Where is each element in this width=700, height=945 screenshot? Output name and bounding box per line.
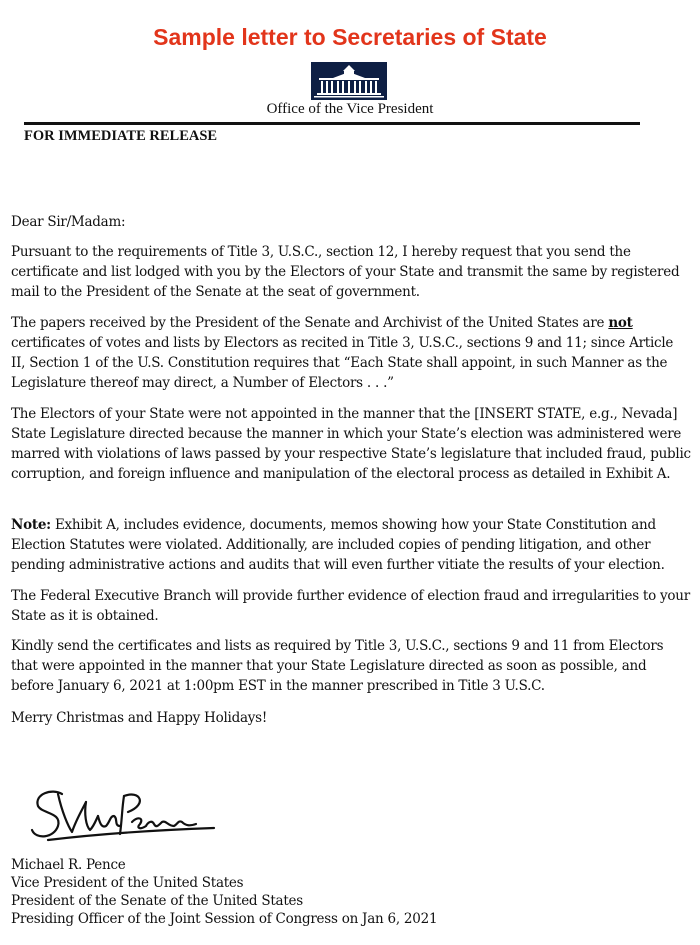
signer-title-joint-session: Presiding Officer of the Joint Session of Congress on Jan 6, 2021 [11, 911, 438, 927]
paragraph-federal [11, 586, 691, 626]
paragraph-papers-part-a: The papers received by the President of the Senate and Archivist of the United States are [11, 315, 609, 331]
paragraph-papers-part-b: certificates of votes and lists by Electors as recited in Title 3, U.S.C., sections 9 and 11; since Article II, Section 1 of the U.S. Constitution requires that “Each State shall appoint, in such Manner as the Legislature thereof may direct, a Number of Electors . . .” [11, 335, 674, 391]
paragraph-federal-text: The Federal Executive Branch will provide further evidence of election fraud and irregularities to your State as it is obtained. [11, 588, 690, 624]
salutation: Dear Sir/Madam: [11, 214, 126, 230]
signature-block [11, 856, 437, 928]
signer-title-vp: Vice President of the United States [11, 875, 244, 891]
signer-title-senate: President of the Senate of the United States [11, 893, 303, 909]
closing: Merry Christmas and Happy Holidays! [11, 710, 268, 726]
signer-name: Michael R. Pence [11, 857, 126, 873]
paragraph-papers-text [11, 313, 691, 393]
release-label: FOR IMMEDIATE RELEASE [24, 128, 218, 144]
note-label: Note: [11, 517, 51, 533]
paragraph-electors-text: The Electors of your State were not appointed in the manner that the [INSERT STATE, e.g., Nevada] State Legislature directed because the manner in which your State’s election was administered were marred with violations of laws passed by your respective State’s legislature that included fraud, public corruption, and foreign influence and manipulation of the electoral process as detailed in Exhibit A. [11, 406, 691, 482]
paragraph-electors [11, 404, 691, 484]
white-house-seal-icon [311, 62, 387, 100]
office-name: Office of the Vice President [266, 101, 434, 117]
paragraph-note-text [11, 515, 691, 575]
paragraph-papers [11, 313, 691, 393]
paragraph-kindly-text: Kindly send the certificates and lists as required by Title 3, U.S.C., sections 9 and 11 from Electors that were appointed in the manner that your State Legislature directed as soon as possible, and before January 6, 2021 at 1:00pm EST in the manner prescribed in Title 3 U.S.C. [11, 638, 664, 694]
header-divider [24, 122, 640, 125]
emphasis-not: not [608, 315, 633, 331]
note-text: Exhibit A, includes evidence, documents, memos showing how your State Constitution and Election Statutes were violated. Additionally, are included copies of pending litigation, and other pending administrative actions and audits that will even further vitiate the results of your election. [11, 517, 665, 573]
paragraph-request-text: Pursuant to the requirements of Title 3, U.S.C., section 12, I hereby request that you send the certificate and list lodged with you by the Electors of your State and transmit the same by registered mail to the President of the Senate at the seat of government. [11, 244, 680, 300]
paragraph-note [11, 515, 691, 575]
paragraph-kindly [11, 636, 691, 696]
paragraph-request [11, 242, 691, 302]
banner-title: Sample letter to Secretaries of State [153, 24, 547, 50]
signature-image [28, 782, 218, 852]
